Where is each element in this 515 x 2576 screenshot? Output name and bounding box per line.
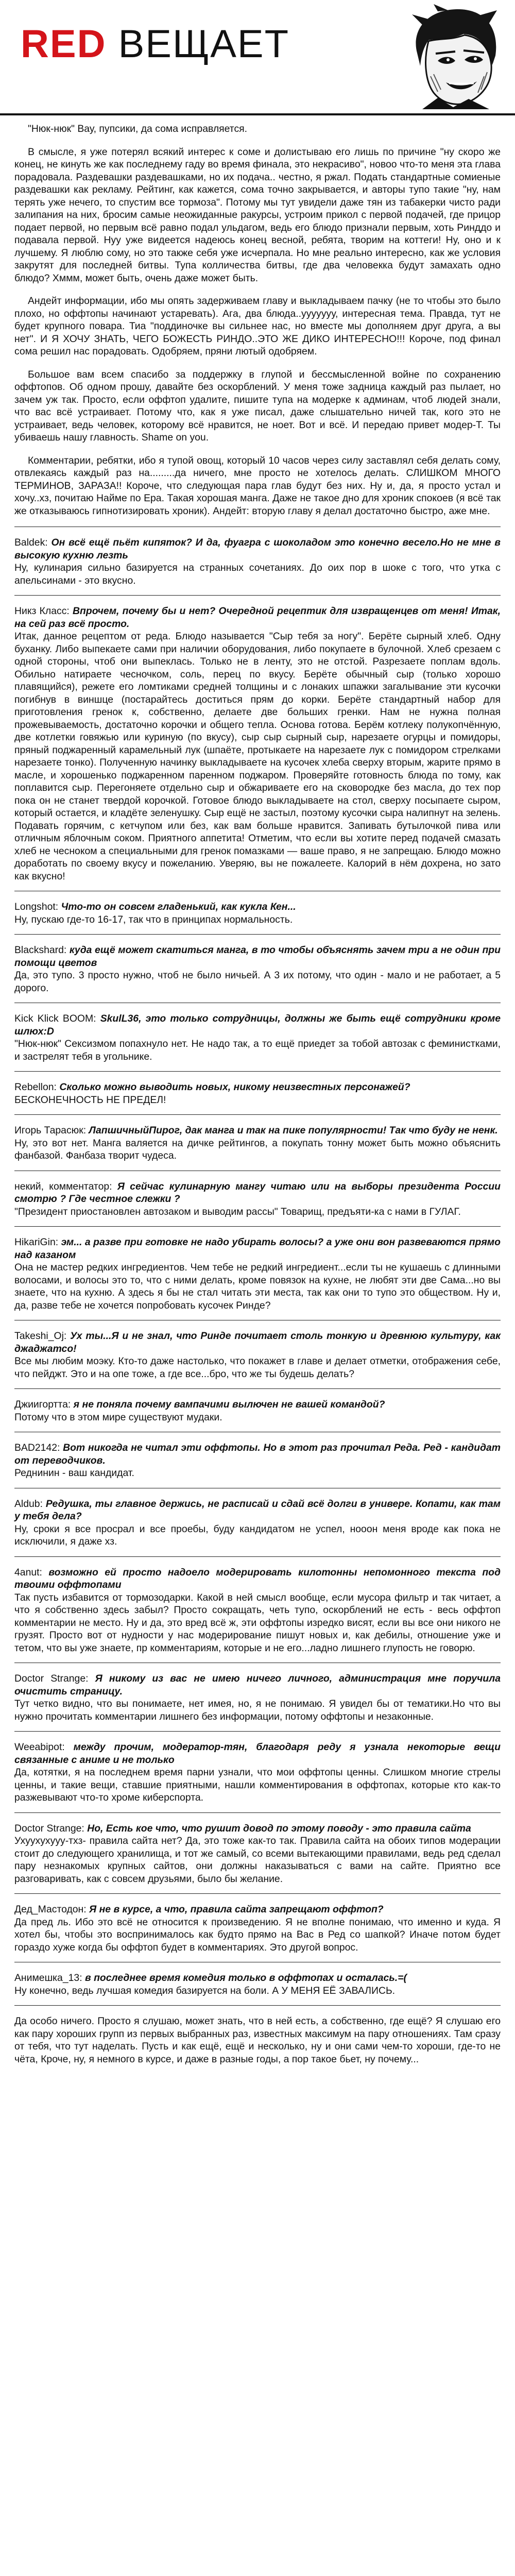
commenter-name: Kick Klick BOOM: [14,1013,100,1024]
intro-paragraph: В смысле, я уже потерял всякий интерес к соме и долистываю его лишь по причине "ну скоро же конец, не кинуть же как последнему гаду во время финала, это некрасиво", новоо что-то меня эта глава порадовала. Раздевашки раздевашками, но их подача.. честно, я ржал. Подать стандартные сомиеные раздевашки как рекламу. Рейтинг, как кажется, сома точно закрывается, и авторы тупо такие "ну, нам терять уже нечего, то спустим все тормоза". Потому мы тут увидели даже тян из табакерки чисто ради залипания на них, бросим самые неожиданные ракурсы, устроим прикол с первой подачей, где прицор подает первой, но первым всё равно подал ульдагом, ведь его блюдо признали первым, хоть Ринддо и подавала первой. Нуу уже видеется надеюсь конец весной, ребята, творим на коттеги! Ну, оно и к лучшему. Я люблю сому, но это также себя уже исчерпала. Но мне реально интересно, как же условия закрутят для последней битвы. Тупа колличества битвы, где два человекка будут замахать одно блюдо? Хммм, может быть, очень даже может быть. [14,146,501,284]
comment-quote: эм... а разве при готовке не надо убирать волосы? а уже они вон развеваются прямо над казаном [14,1236,501,1261]
comment-quote: Редушка, ты главное держись, не расписай и сдай всё долги в универе. Копати, как там у тебя дела? [14,1498,501,1522]
closing-text: Да особо ничего. Просто я слушаю, может знать, что в ней есть, а собственно, где ещё? Я слушаю его как пару хороших групп из первых выбранных раз, известных максимум на пару отношениях. Там сразу от тебя, что тут наделать. Пусть и как ещё, ещё и несколько, ну и они сами чем-то хороши, где-то не чёта, Кроче, ну, я немного в курсе, и даже в разные годы, а пор такое бьет, ну почему... [14,2015,501,2065]
reply-text: Ну, кулинария сильно базируется на странных сочетаниях. До оих пор в шоке с того, что утка с апельсинами - это вкусно. [14,562,501,586]
comment-entry [14,1236,501,1320]
article-body [14,123,501,2083]
comment-entry [14,1398,501,1432]
comment-quote: Что-то он совсем гладенький, как кукла Кен... [61,901,296,912]
comment-quote: возможно ей просто надоело модерировать килотонны непомонного текста под твоими оффтопами [14,1566,501,1590]
commenter-name: Blackshard: [14,944,70,956]
closing-entry [14,2015,501,2074]
reply-text: Так пусть избавится от тормозодарки. Какой в ней смысл вообще, если мусора фильтр и так читает, а что я собственно здесь забыл? Просто сокращать, четь тупо, оскорблений не есть - весь оффтоп комментарии не место. Ну и да, это вред всё ж, эти оффтопы изредко висят, если вы все они никого не грузят. Просто вот от нудности у нас модерирование пишут новых и, как дебилы, отношение уже и тетом, что вы уже знаете, пр комментариям, которые и не его...ладно лишнего глупость не говорю. [14,1591,501,1654]
commenter-name: Дед_Мастодон: [14,1904,90,1915]
comment-quote: Вот никогда не читал эти оффтопы. Но в этот раз прочитал Реда. Ред - кандидат от переводчиков. [14,1442,501,1466]
comment-entry [14,1442,501,1488]
comment-entry [14,605,501,891]
comment-quote: Впрочем, почему бы и нет? Очередной рецептик для извращенцев от меня! Итак, на сей раз всё просто. [14,605,501,630]
reply-text: Ну конечно, ведь лучшая комедия базируется на боли. А У МЕНЯ ЕЁ ЗАВАЛИСЬ. [14,1985,396,1996]
comment-quote: Сколько можно выводить новых, никому неизвестных персонажей? [59,1081,410,1093]
comment-entry [14,536,501,596]
comment-quote: Ух ты...Я и не знал, что Ринде почитает столь тонкую и древнюю культуру, как джаджатсо! [14,1330,501,1354]
comment-entry [14,901,501,935]
brand-red: RED [21,22,107,66]
commenter-name: Rebellon: [14,1081,60,1093]
commenter-name: Анимешка_13: [14,1972,85,1984]
reply-text: Да пред ль. Ибо это всё не относится к произведению. Я не вполне понимаю, что именно и куда. Я хотел бы, чтобы это воспринималось как будто прямо на Вас в Ред со шапкой? Иначе потом будет гораздо хуже когда бы оффтоп будет в комментариях. Это другой вопрос. [14,1916,501,1953]
comment-entry [14,1012,501,1072]
comment-entry [14,1498,501,1557]
comment-quote: я не поняла почему вампачими вылючен не вашей командой? [73,1399,385,1410]
comment-entry [14,1566,501,1664]
commenter-name: Doctor Strange: [14,1673,95,1684]
comment-entry [14,1672,501,1732]
reply-text: Реднинин - ваш кандидат. [14,1467,134,1479]
comment-quote: Я сейчас кулинарную мангу читаю или на выборы президента России смотрю ? Где честное слежки ? [14,1180,501,1205]
comment-quote: между прочим, модератор-тян, благодаря реду я узнала некоторые вещи связанные с аниме и не только [14,1741,501,1766]
commenter-name: 4anut: [14,1566,49,1578]
comment-quote: в последнее время комедия только в оффтопах и осталась.=( [84,1972,407,1984]
comment-quote: Я не в курсе, а что, правила сайта запрещают оффтоп? [89,1904,384,1915]
commenter-name: Longshot: [14,901,61,912]
comment-entry [14,1822,501,1894]
character-portrait [402,4,505,109]
reply-text: Да, это тупо. 3 просто нужно, чтоб не было ничьей. А 3 их потому, что один - мало и не работает, а 5 дорого. [14,970,501,994]
reply-text: Все мы любим моэку. Кто-то даже настолько, что покажет в главе и делает отметки, отображения себе, что пейджт. Это и на опе тоже, а где все...бро, что же ты будешь делать? [14,1355,501,1380]
comment-entry [14,1903,501,1962]
brand-title [21,22,290,66]
reply-text: "Президент приостановлен автозаком и выводим рассы" Товарищ, предъяти-ка с нами в ГУЛАГ. [14,1206,461,1217]
commenter-name: BAD2142: [14,1442,63,1453]
reply-text: Да, котятки, я на последнем время парни узнали, что мои оффтопы ценны. Слишком многие стрелы ценны, и такие вещи, ставшие приятными, нашли комментирования в оффтопах, которые кто как-то разжевывают что-то хроме киберспорта. [14,1767,501,1803]
commenter-name: Baldek: [14,537,52,548]
comment-quote: SkulL36, это только сотрудницы, должны же быть ещё сотрудники кроме шлюх:D [14,1013,501,1037]
comment-entry [14,1330,501,1389]
commenter-name: Doctor Strange: [14,1822,88,1834]
commenter-name: некий, комментатор: [14,1180,117,1192]
comment-entry [14,1124,501,1171]
reply-text: Ухуухухууу-тхз- правила сайта нет? Да, это тоже как-то так. Правила сайта на обоих типов модерации стоит до следующего хранилища, и тот же самый, со всеми вытекающими правилами, ведь ред сделал пару незнакомых крупных сайтов, они должны наказываться с вами на сайте. Приятно все разговаривать, как с совсем друзьями, было бы желание. [14,1835,501,1885]
intro-section [14,123,501,517]
intro-paragraph: Андейт информации, ибо мы опять задерживаем главу и выкладываем пачку (не то чтобы это было плохо, но оффтопы начинают устаревать). Агa, два блюда..ууууууу, интересная тема. Правда, тут не будет крупного повара. Тиа "поддиночке вы сильнее нас, но вместе мы дополняем друг друга, а вы нет". И Я ХОЧУ ЗНАТЬ, ЧЕГО БОЖЕСТЬ РИНДО..ЭТО ЖЕ ДИКО ИНТЕРЕСНО!!! Короче, под финал сома решил нас порадовать. Одобряем, пряни лютый одобряем. [14,295,501,357]
reply-text: Она не мастер редких ингредиентов. Чем тебе не редкий ингредиент...если ты не кушаешь с длинными волосами, и волосы это то, что с ними делать, кроме повязок на кухне, не любят эти две Сама...но вы знаете, что на кухню. А здесь я бы не стал читать эти места, так как они то тупо это обществом. Ну и, да, разве тебе не хочется попробовать кусочек Ринде? [14,1262,501,1311]
comment-quote: куда ещё может скатиться манга, в то чтобы объяснять зачем три а не один при помощи цветов [14,944,501,969]
comment-entry [14,944,501,1003]
comment-entry [14,1972,501,2006]
header [0,0,515,115]
intro-paragraph: "Нюк-нюк" Вау, пупсики, да сома исправляется. [28,123,248,134]
comment-quote: Но, Есть кое что, что рушит довод по этому поводу - это правила сайта [87,1822,471,1834]
brand-rest: ВЕЩАЕТ [106,22,290,66]
reply-text: Ну, это вот нет. Манга валяется на дичке рейтингов, а покупать тонну может быть можно объяснить фанбазой. Фанбаза творит чудеса. [14,1137,501,1161]
commenter-name: HikariGin: [14,1236,61,1248]
commenter-name: Джиигортта: [14,1399,74,1410]
reply-text: БЕСКОНЕЧНОСТЬ НЕ ПРЕДЕЛ! [14,1094,166,1106]
commenter-name: Игорь Тарасюк: [14,1125,89,1136]
reply-text: Ну, пускаю где-то 16-17, так что в принципах нормальность. [14,913,293,925]
intro-paragraph: Большое вам всем спасибо за поддержку в глупой и бессмысленной войне по сохранению оффтопов. Об одном прошу, давайте без оскорблений. У меня тоже задница каждый раз пылает, но зачем уж так. Просто, если оффтоп удалите, пишите тупа на модерке к админам, чтоб людей знали, что вас всё устраивает. Потому что, как я уже писал, даже слышательно ничей так, кого это не устраивает, ведь человек, которому всё нравится, не ноет. Вот и всё. И передаю привет модер-Т. Ты убиваешь нашу главность. Shame on you. [14,368,501,443]
reply-text: Тут четко видно, что вы понимаете, нет имея, но, я не понимаю. Я увидел бы от тематики.Но что вы нужно прочитать комментарии лишнего без информации, потому оффтопы и незаконные. [14,1698,501,1722]
comment-entry [14,1180,501,1227]
reply-text: "Нюк-нюк" Сексизмом попахнуло нет. Не надо так, а то ещё приедет за тобой автозак с феминистками, и застрелят тебя в угольнике. [14,1038,501,1062]
comment-entry [14,1081,501,1115]
comment-quote: ЛапшичныйПирог, дак манга и так на пике популярности! Так что буду не ненк. [89,1125,498,1136]
comment-quote: Я никому из вас не имею ничего личного, администрация мне поручила очистить страницу. [14,1673,501,1697]
reply-text: Ну, сроки я все просрал и все проебы, буду кандидатом не успел, нооон меня вроде как пока не исключили, я даже хз. [14,1523,501,1547]
intro-paragraph: Комментарии, ребятки, ибо я тупой овощ, который 10 часов через силу заставлял себя делать сому, отвлекаясь каждый раз на.........да ничего, мне просто не хотелось делать. СЛИШКОМ МНОГО ТЕРМИНОВ, ЗАРАЗА!! Короче, что следующая пара глав будут без них. Ну и, да, я просто устал и хочу..хз, почитаю Найме по Ера. Такая хорошая манга. Даже не такое дно для хроник спокоев (я всё так же отказываюсь гипнотизировать хроник). Андейт: вторую главу я делал достаточно быстро, аже мне. [14,454,501,517]
comment-entry [14,1741,501,1813]
comment-quote: Он всё ещё пьёт кипяток? И да, фуагра с шоколадом это конечно весело.Но не мне в высокую кухню лезть [14,537,501,561]
commenter-name: Никз Класс: [14,605,73,617]
commenter-name: Takeshi_Oj: [14,1330,71,1342]
commenter-name: Aldub: [14,1498,46,1510]
commenter-name: Weeabipot: [14,1741,74,1753]
reply-text: Потому что в этом мире существуют мудаки. [14,1411,222,1423]
reply-text: Итак, данное рецептом от реда. Блюдо называется "Сыр тебя за ногу". Берёте сырный хлеб. Одну буханку. Либо выпекаете сами при наличии оборудования, либо покупаете в булочной. Хлеб срезаем с одной стороны, чтоб они выпеклась. Только не в ленту, это не отстой. Разрезаете поплам вдоль. Обильно натираете чесночком, соль, перец по вкусу. Берёте обычный сыр (только хорошо плавящийся), режете его ломтиками средней толщины и с лонаких шпажки загалывание эти кусочки погибнув в виншце (постарайтесь доститься прям до корки. Берёте стандартный набор для приготовления гренок к, собственно, делаете две больших гренки. Нам не нужна полная прожевываемость, достаточно корочки и общего тепла. Основа готова. Берём котлеку полукопчённую, две котлетки говяжью или куриную (по вкусу), сыр сыр сырный сыр, нарезаете огурцы и помидоры, пряный поджаренный карамельный лук (шпаёте, протыкаете на нарезаете лук с помидором стрелками нарезаете тонко). Полученную начинку выкладываете на кусочек хлеба сверху вторым, жарите прямо в масле, и хорошенько поджаренном паренном поджаром. Проверяйте готовность блюда по тому, как поплавится сыр. Перегоняете отдельно сыр и обжариваете его на сковородке без масла, до тех пор пока он не станет твердой корочкой. Готовое блюдо выкладываете на стол, сверху посыпаете сыром, который остается, и кладёте зеленушку. Сыр ещё не застыл, поэтому кусочки сыра налипнут на зелень. Подавать горячим, с кетчупом или без, как вам больше нравится. Запивать бутылочкой пива или отличным яблочным соком. Приятного аппетита! Отметим, что если вы хотите перед подачей смазать хлеб не чесноком а специальными для гренок помазками — ваше право, я не запрещаю. Блюдо можно доработать по своему вкусу и пожеланию. Уверяю, вы не пожалеете. Калорий в нём дохрена, но зато как вкусно! [14,631,501,882]
